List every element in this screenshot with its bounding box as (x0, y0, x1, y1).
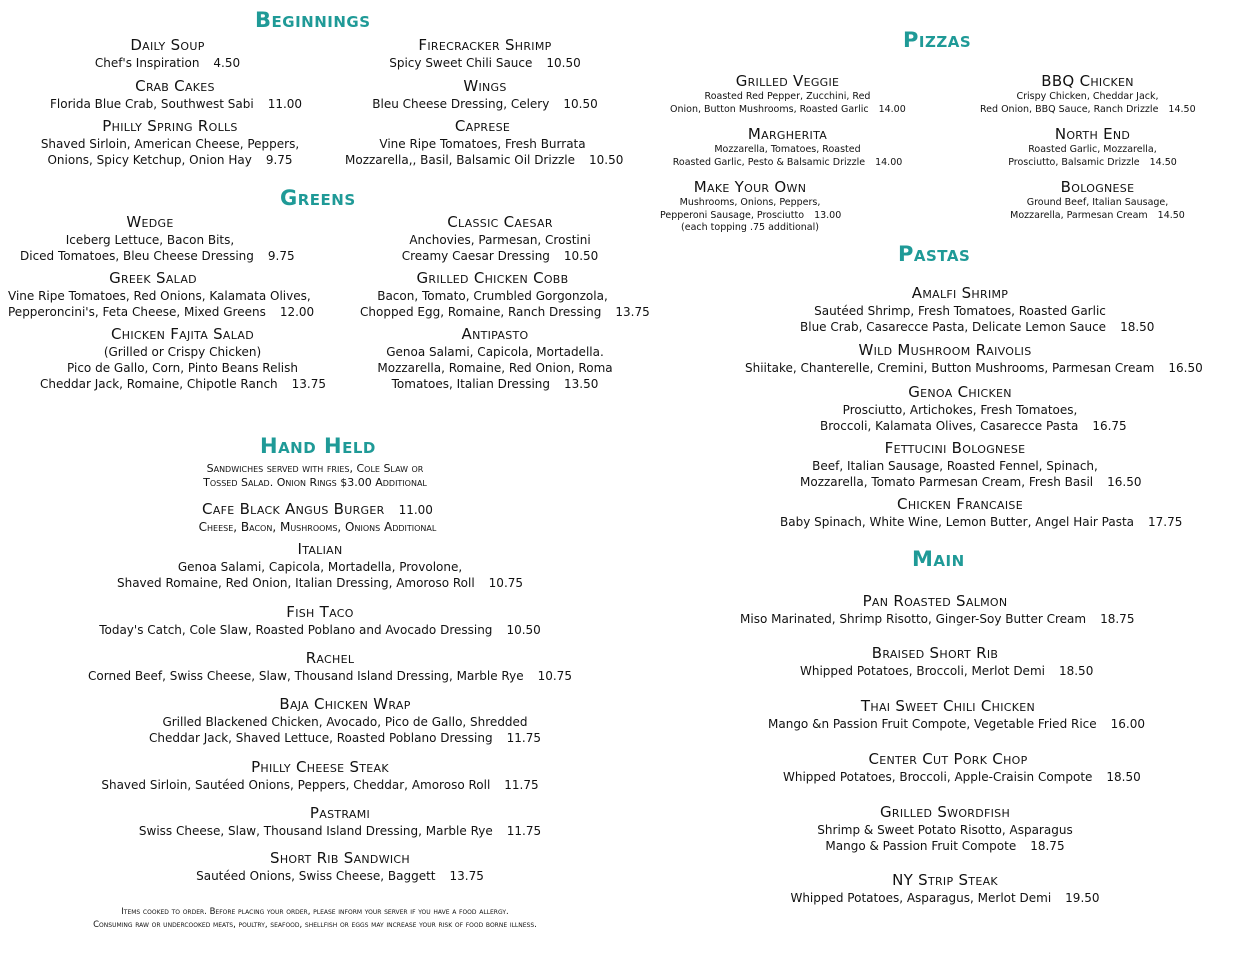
item-desc: Prosciutto, Artichokes, Fresh Tomatoes, (842, 403, 1078, 417)
item-desc: Roasted Garlic, Mozzarella, (1028, 144, 1157, 155)
item-desc: Cheese, Bacon, Mushrooms, Onions Additional (198, 520, 437, 534)
menu-item-greek-salad (8, 269, 315, 320)
item-name: Cafe Black Angus Burger (202, 500, 385, 518)
menu-item-baja-chicken-wrap (120, 695, 570, 746)
item-desc: Pepperoncini's, Feta Cheese, Mixed Greens (8, 305, 266, 319)
item-desc: Shrimp & Sweet Potato Risotto, Asparagus (817, 823, 1073, 837)
item-name: Caprese (454, 117, 511, 135)
item-name: Philly Cheese Steak (251, 758, 389, 776)
item-price: 18.50 (1058, 664, 1094, 678)
item-desc: Roasted Garlic, Pesto & Balsamic Drizzle (672, 156, 866, 168)
item-desc: Ground Beef, Italian Sausage, (1026, 197, 1169, 208)
item-price: 11.75 (506, 731, 541, 745)
menu-item-cafe-black-angus-burger (150, 500, 485, 535)
item-desc: Today's Catch, Cole Slaw, Roasted Poblano and Avocado Dressing (99, 623, 493, 637)
item-desc: Corned Beef, Swiss Cheese, Slaw, Thousand Island Dressing, Marble Rye (88, 669, 524, 683)
menu-item-fish-taco (85, 603, 555, 638)
item-name: Crab Cakes (135, 77, 215, 95)
menu-item-firecracker-shrimp (360, 36, 610, 71)
item-name: Philly Spring Rolls (102, 117, 238, 135)
menu-item-antipasto (360, 325, 630, 392)
item-name: Classic Caesar (447, 213, 553, 231)
item-desc: Mushrooms, Onions, Peppers, (679, 197, 821, 208)
note-line: Tossed Salad. Onion Rings $3.00 Additional (203, 476, 427, 489)
item-note: (each topping .75 additional) (681, 222, 819, 233)
menu-item-genoa-chicken (820, 383, 1127, 434)
item-name: North End (1054, 125, 1131, 143)
item-price: 13.50 (564, 377, 599, 391)
item-price: 16.50 (1107, 475, 1142, 489)
item-name: Braised Short Rib (871, 644, 999, 662)
menu-item-grilled-veggie (670, 72, 905, 116)
menu-item-chicken-francaise (780, 495, 1183, 530)
item-desc: Chef's Inspiration (94, 56, 200, 70)
item-desc: Mozzarella, Tomato Parmesan Cream, Fresh Basil (800, 475, 1094, 489)
item-price: 10.50 (563, 97, 598, 111)
menu-item-ny-strip-steak (790, 871, 1100, 906)
item-price: 9.75 (265, 153, 293, 167)
menu-item-philly-cheese-steak (95, 758, 545, 793)
item-name: Baja Chicken Wrap (279, 695, 411, 713)
menu-item-margherita (670, 125, 905, 169)
item-name: Bolognese (1060, 178, 1135, 196)
item-name: Pastrami (309, 804, 371, 822)
item-price: 11.00 (267, 97, 303, 111)
hand-held-heading: Hand Held (260, 434, 376, 458)
item-desc: Grilled Blackened Chicken, Avocado, Pico de Gallo, Shredded (162, 715, 528, 729)
item-name: Greek Salad (109, 269, 197, 287)
item-desc: Roasted Red Pepper, Zucchini, Red (704, 91, 871, 102)
item-price: 14.50 (1149, 156, 1177, 168)
menu-item-bolognese-pizza (1000, 178, 1195, 222)
item-desc: Onion, Button Mushrooms, Roasted Garlic (670, 103, 869, 115)
item-desc: Vine Ripe Tomatoes, Red Onions, Kalamata Olives, (8, 289, 311, 303)
item-price: 10.50 (546, 56, 581, 70)
item-price: 10.50 (563, 249, 599, 263)
item-name: Make Your Own (693, 178, 807, 196)
item-desc: Pico de Gallo, Corn, Pinto Beans Relish (67, 361, 298, 375)
menu-item-center-cut-pork-chop (783, 750, 1141, 785)
item-desc: Shiitake, Chanterelle, Cremini, Button Mushrooms, Parmesan Cream (745, 361, 1155, 375)
item-price: 10.50 (506, 623, 541, 637)
menu-item-braised-short-rib (800, 644, 1094, 679)
menu-item-pastrami (130, 804, 550, 839)
item-name: Italian (297, 540, 343, 558)
item-name: Amalfi Shrimp (911, 284, 1009, 302)
item-name: Chicken Francaise (897, 495, 1023, 513)
item-desc: Baby Spinach, White Wine, Lemon Butter, Angel Hair Pasta (780, 515, 1135, 529)
note-line: Sandwiches served with fries, Cole Slaw or (206, 462, 424, 475)
allergy-disclaimer (20, 906, 610, 932)
item-price: 16.50 (1168, 361, 1203, 375)
item-name: Daily Soup (130, 36, 205, 54)
item-desc: Blue Crab, Casarecce Pasta, Delicate Lemon Sauce (800, 320, 1107, 334)
item-name: BBQ Chicken (1041, 72, 1134, 90)
item-desc: Mozzarella, Tomatoes, Roasted (714, 144, 861, 155)
disclaimer-line: Items cooked to order. Before placing your order, please inform your server if you have a food allergy. (121, 907, 509, 917)
item-price: 11.75 (504, 778, 539, 792)
item-name: Pan Roasted Salmon (862, 592, 1008, 610)
item-desc: Mango & Passion Fruit Compote (825, 839, 1017, 853)
menu-item-philly-spring-rolls (40, 117, 300, 168)
item-price: 14.50 (1168, 103, 1196, 115)
item-name: Firecracker Shrimp (418, 36, 552, 54)
menu-item-pan-roasted-salmon (740, 592, 1135, 627)
menu-item-amalfi-shrimp (800, 284, 1155, 335)
item-price: 13.75 (291, 377, 327, 391)
menu-item-italian (110, 540, 530, 591)
menu-item-make-your-own (660, 178, 840, 235)
item-price: 10.50 (589, 153, 624, 167)
item-desc: Swiss Cheese, Slaw, Thousand Island Dressing, Marble Rye (138, 824, 493, 838)
item-desc: Bleu Cheese Dressing, Celery (372, 97, 550, 111)
item-name: Wild Mushroom Raivolis (858, 341, 1032, 359)
item-name: Grilled Chicken Cobb (416, 269, 569, 287)
item-desc: Iceberg Lettuce, Bacon Bits, (65, 233, 235, 247)
item-desc: Genoa Salami, Capicola, Mortadella. (386, 345, 604, 359)
item-desc: Mozzarella, Parmesan Cream (1010, 209, 1148, 221)
item-price: 16.00 (1110, 717, 1146, 731)
menu-item-daily-soup (60, 36, 275, 71)
menu-item-fettucini-bolognese (800, 439, 1142, 490)
item-price: 11.75 (506, 824, 542, 838)
item-desc: Onions, Spicy Ketchup, Onion Hay (47, 153, 252, 167)
item-price: 18.75 (1100, 612, 1135, 626)
item-price: 14.50 (1157, 209, 1185, 221)
item-desc: Shaved Sirloin, American Cheese, Peppers, (40, 137, 300, 151)
item-desc: Diced Tomatoes, Bleu Cheese Dressing (20, 249, 254, 263)
item-desc: Miso Marinated, Shrimp Risotto, Ginger-Soy Butter Cream (740, 612, 1087, 626)
item-price: 13.75 (615, 305, 650, 319)
item-desc: Mozzarella,, Basil, Balsamic Oil Drizzle (345, 153, 576, 167)
item-name: Margherita (747, 125, 828, 143)
item-desc: Whipped Potatoes, Broccoli, Apple-Craisin Compote (783, 770, 1093, 784)
item-price: 14.00 (875, 156, 903, 168)
item-desc: Sautéed Onions, Swiss Cheese, Baggett (196, 869, 436, 883)
item-name: Fish Taco (286, 603, 354, 621)
item-desc: Mozzarella, Romaine, Red Onion, Roma (377, 361, 613, 375)
item-desc: Whipped Potatoes, Broccoli, Merlot Demi (800, 664, 1045, 678)
item-desc: Shaved Sirloin, Sautéed Onions, Peppers, Cheddar, Amoroso Roll (101, 778, 491, 792)
item-name: Center Cut Pork Chop (868, 750, 1028, 768)
item-desc: Chopped Egg, Romaine, Ranch Dressing (360, 305, 602, 319)
item-price: 13.00 (814, 209, 842, 221)
item-name: Antipasto (461, 325, 529, 343)
item-name: Genoa Chicken (908, 383, 1012, 401)
item-price: 10.75 (488, 576, 524, 590)
item-price: 16.75 (1092, 419, 1127, 433)
item-desc: Florida Blue Crab, Southwest Sabi (50, 97, 254, 111)
pastas-heading: Pastas (898, 242, 971, 266)
item-desc: Anchovies, Parmesan, Crostini (409, 233, 591, 247)
menu-item-caprese (345, 117, 624, 168)
item-desc: Red Onion, BBQ Sauce, Ranch Drizzle (980, 103, 1159, 115)
item-desc: Mango &n Passion Fruit Compote, Vegetable Fried Rice (768, 717, 1097, 731)
item-price: 9.75 (267, 249, 295, 263)
item-desc: Vine Ripe Tomatoes, Fresh Burrata (379, 137, 586, 151)
item-price: 18.50 (1120, 320, 1155, 334)
menu-item-short-rib-sandwich (190, 849, 490, 884)
item-price: 18.50 (1106, 770, 1141, 784)
item-desc: (Grilled or Crispy Chicken) (103, 345, 262, 359)
item-price: 11.00 (398, 503, 433, 517)
item-desc: Prosciutto, Balsamic Drizzle (1008, 156, 1140, 168)
item-price: 12.00 (279, 305, 315, 319)
item-price: 10.75 (537, 669, 572, 683)
hand-held-note (150, 462, 480, 490)
menu-item-thai-sweet-chili-chicken (768, 697, 1146, 732)
item-name: Rachel (305, 649, 355, 667)
item-desc: Genoa Salami, Capicola, Mortadella, Provolone, (177, 560, 463, 574)
item-desc: Sautéed Shrimp, Fresh Tomatoes, Roasted Garlic (814, 304, 1106, 318)
item-price: 13.75 (449, 869, 484, 883)
menu-item-wild-mushroom-raivolis (745, 341, 1203, 376)
item-desc: Spicy Sweet Chili Sauce (389, 56, 533, 70)
item-desc: Tomatoes, Italian Dressing (391, 377, 551, 391)
item-name: Thai Sweet Chili Chicken (860, 697, 1036, 715)
item-desc: Broccoli, Kalamata Olives, Casarecce Pasta (820, 419, 1079, 433)
menu-item-rachel (85, 649, 575, 684)
item-name: Grilled Swordfish (879, 803, 1011, 821)
item-name: Chicken Fajita Salad (110, 325, 255, 343)
menu-item-classic-caesar (380, 213, 620, 264)
item-name: Wings (463, 77, 507, 95)
item-desc: Cheddar Jack, Shaved Lettuce, Roasted Poblano Dressing (149, 731, 493, 745)
item-desc: Cheddar Jack, Romaine, Chipotle Ranch (40, 377, 278, 391)
item-desc: Pepperoni Sausage, Prosciutto (660, 209, 805, 221)
disclaimer-line: Consuming raw or undercooked meats, poultry, seafood, shellfish or eggs may increase your risk of food borne illness. (93, 920, 537, 930)
pizzas-heading: Pizzas (903, 28, 972, 52)
menu-item-grilled-chicken-cobb (360, 269, 650, 320)
item-desc: Whipped Potatoes, Asparagus, Merlot Demi (790, 891, 1052, 905)
item-desc: Creamy Caesar Dressing (401, 249, 550, 263)
item-desc: Bacon, Tomato, Crumbled Gorgonzola, (377, 289, 608, 303)
menu-item-chicken-fajita-salad (40, 325, 325, 392)
item-price: 4.50 (213, 56, 241, 70)
item-name: NY Strip Steak (892, 871, 998, 889)
item-name: Fettucini Bolognese (884, 439, 1026, 457)
item-name: Short Rib Sandwich (270, 849, 410, 867)
menu-item-bbq-chicken (980, 72, 1195, 116)
menu-item-crab-cakes (50, 77, 303, 112)
item-price: 19.50 (1065, 891, 1100, 905)
item-price: 14.00 (878, 103, 906, 115)
item-desc: Shaved Romaine, Red Onion, Italian Dressing, Amoroso Roll (116, 576, 475, 590)
greens-heading: Greens (280, 186, 356, 210)
item-price: 17.75 (1148, 515, 1183, 529)
menu-item-grilled-swordfish (815, 803, 1075, 854)
item-name: Grilled Veggie (735, 72, 840, 90)
menu-item-wings (370, 77, 600, 112)
menu-item-north-end (1000, 125, 1185, 169)
main-heading: Main (912, 547, 965, 571)
menu-item-wedge (20, 213, 295, 264)
item-desc: Beef, Italian Sausage, Roasted Fennel, Spinach, (812, 459, 1098, 473)
beginnings-heading: Beginnings (255, 8, 371, 32)
item-name: Wedge (126, 213, 174, 231)
item-price: 18.75 (1030, 839, 1065, 853)
item-desc: Crispy Chicken, Cheddar Jack, (1016, 91, 1159, 102)
